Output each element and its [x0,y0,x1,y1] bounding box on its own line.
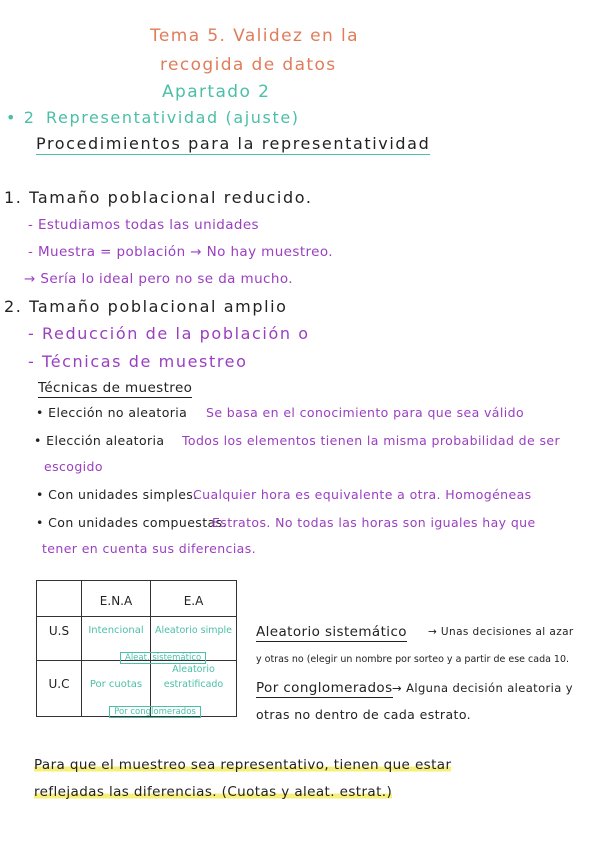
bullet-simples-label: • Con unidades simples. [36,487,198,502]
bullet-aleatoria-text: Todos los elementos tienen la misma probabilidad de ser [182,433,560,448]
cell-por-cuotas: Por cuotas [89,679,143,690]
techniques-heading: Técnicas de muestreo [38,380,193,396]
bullet-aleatoria-label: • Elección aleatoria [34,433,165,448]
note-sistematico-cont: y otras no (elegir un nombre por sorteo y a partir de ese cada 10. [256,654,570,665]
item-1-b: - Muestra = población → No hay muestreo. [28,244,333,260]
title-line-2: recogida de datos [160,55,337,75]
note-conglomerados-cont: otras no dentro de cada estrato. [256,707,472,722]
row-uc: U.C [48,677,70,691]
title-line-1: Tema 5. Validez en la [150,26,359,46]
tag-aleat-sistematico: Aleat. sistemático [120,649,200,663]
tag-por-conglomerados: Por conglomerados [100,703,210,717]
note-conglomerados-label: Por conglomerados [256,680,393,696]
cell-aleatorio-line1: Aleatorio [172,664,215,675]
item-1-c: → Sería lo ideal pero no se da mucho. [24,271,293,287]
note-conglomerados-text: → Alguna decisión aleatoria y [392,681,573,695]
header-ea: E.A [183,594,204,608]
conclusion-line-2: reflejadas las diferencias. (Cuotas y aleat. estrat.) [34,784,393,800]
item-2: 2. Tamaño poblacional amplio [4,297,288,316]
topic-number: • 2 [6,108,36,127]
conclusion-line-1: Para que el muestreo sea representativo, tienen que estar [34,757,452,773]
header-ena: E.N.A [99,594,133,608]
bullet-compuestas-label: • Con unidades compuestas. [36,515,227,530]
row-us: U.S [48,624,70,638]
cell-estratificado: estratificado [163,679,224,690]
bullet-no-aleatoria-label: • Elección no aleatoria [36,405,188,420]
sampling-table [36,580,237,717]
cell-intencional: Intencional [88,625,144,636]
item-1-a: - Estudiamos todas las unidades [28,217,259,233]
topic-title: Representatividad (ajuste) [46,108,300,127]
bullet-compuestas-cont: tener en cuenta sus diferencias. [42,541,257,556]
note-sistematico-label: Aleatorio sistemático [256,624,407,640]
bullet-no-aleatoria-text: Se basa en el conocimiento para que sea válido [206,405,524,420]
bullet-compuestas-text: Estratos. No todas las horas son iguales hay que [212,515,536,530]
item-2-a: - Reducción de la población o [28,324,310,343]
topic-subtitle: Procedimientos para la representatividad [36,134,431,153]
cell-aleatorio-simple: Aleatorio simple [154,625,233,636]
item-1: 1. Tamaño poblacional reducido. [4,188,313,207]
section-label: Apartado 2 [162,82,271,102]
note-sistematico-text: → Unas decisiones al azar [428,626,574,638]
item-2-b: - Técnicas de muestreo [28,352,248,371]
bullet-simples-text: Cualquier hora es equivalente a otra. Homogéneas [193,487,532,502]
bullet-aleatoria-cont: escogido [44,459,103,474]
